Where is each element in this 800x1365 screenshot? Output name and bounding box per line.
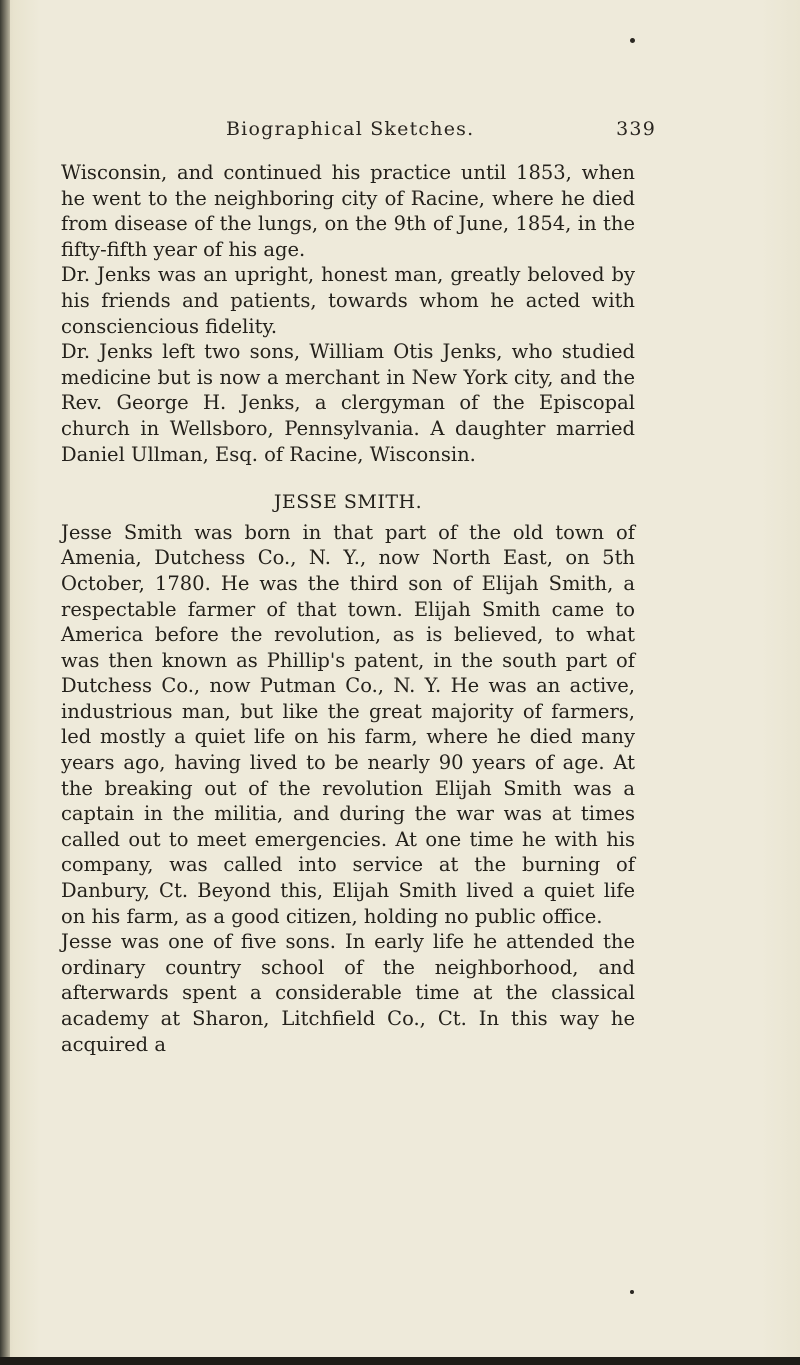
ink-speck (630, 1290, 634, 1294)
paragraph: Dr. Jenks was an upright, honest man, greatly beloved by his friends and patients, towards whom he acted with consciencious fidelity. (61, 263, 635, 338)
paragraph: Jesse was one of five sons. In early life he attended the ordinary country school of the neighborhood, and afterwards spent a considerable time at the classical academy at Sharon, Litchfield Co., Ct. In this way he acquired a (61, 930, 635, 1056)
page-number: 339 (616, 118, 656, 140)
page-binding-edge (0, 0, 10, 1365)
running-title: Biographical Sketches. (226, 118, 475, 140)
section-heading: JESSE SMITH. (273, 491, 423, 514)
paragraph: Dr. Jenks left two sons, William Otis Jenks, who studied medicine but is now a merchant in New York city, and the Rev. George H. Jenks, a clergyman of the Episcopal church in Wellsboro, Pennsylvania. A daughter married Daniel Ullman, Esq. of Racine, Wisconsin. (61, 340, 635, 466)
paragraph: Wisconsin, and continued his practice until 1853, when he went to the neighboring city of Racine, where he died from disease of the lungs, on the 9th of June, 1854, in the fifty-fifth year of his age. (61, 161, 635, 261)
paragraph: Jesse Smith was born in that part of the old town of Amenia, Dutchess Co., N. Y., now North East, on 5th October, 1780. He was the third son of Elijah Smith, a respectable farmer of that town. Elijah Smith came to America before the revolution, as is believed, to what was then known as Phillip's patent, in the south part of Dutchess Co., now Putman Co., N. Y. He was an active, industrious man, but like the great majority of farmers, led mostly a quiet life on his farm, where he died many years ago, having lived to be nearly 90 years of age. At the breaking out of the revolution Elijah Smith was a captain in the militia, and during the war was at times called out to meet emergencies. At one time he with his company, was called into service at the burning of Danbury, Ct. Beyond this, Elijah Smith lived a quiet life on his farm, as a good citizen, holding no public office. (61, 520, 635, 928)
ink-speck (630, 38, 635, 43)
page-bottom-edge (0, 1357, 800, 1365)
body-text (61, 160, 635, 1057)
